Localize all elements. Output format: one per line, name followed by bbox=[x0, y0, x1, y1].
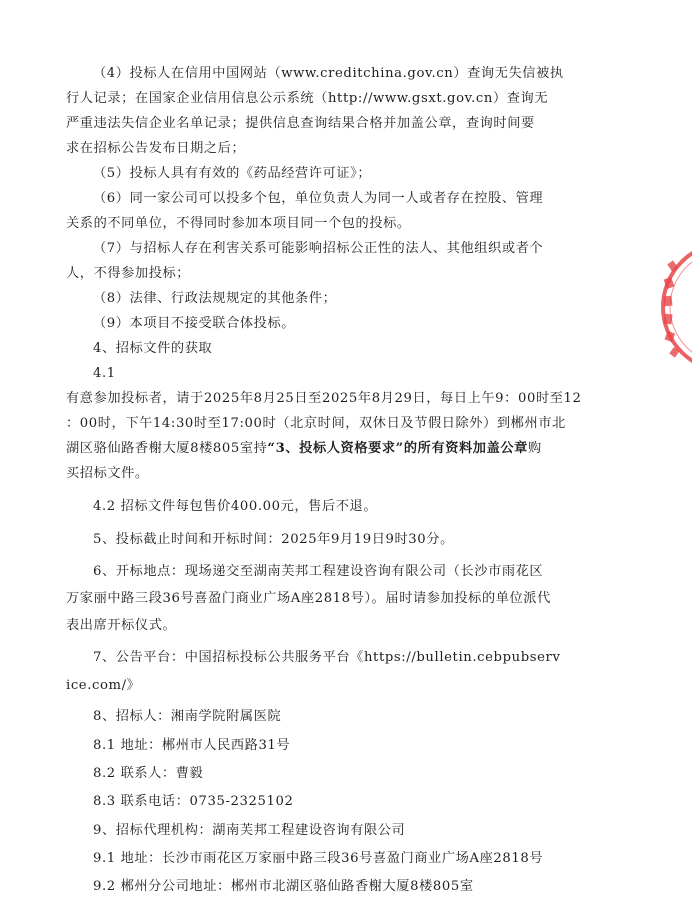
section-4-1-line-2: ：00时，下午14:30时至17:00时（北京时间，双休日及节假日除外）到郴州市北 bbox=[66, 416, 566, 431]
section-4-2: 4.2 招标文件每包售价400.00元，售后不退。 bbox=[93, 499, 378, 514]
paragraph-5: （5）投标人具有有效的《药品经营许可证》； bbox=[93, 166, 372, 181]
paragraph-4-line-3: 严重违法失信企业名单记录；提供信息查询结果合格并加盖公章，查询时间要 bbox=[66, 116, 535, 131]
paragraph-8: （8）法律、行政法规规定的其他条件； bbox=[93, 291, 337, 306]
section-8-2: 8.2 联系人：曹毅 bbox=[93, 766, 204, 781]
paragraph-7-line-2: 人，不得参加投标； bbox=[66, 266, 191, 281]
paragraph-9: （9）本项目不接受联合体投标。 bbox=[93, 316, 296, 331]
section-8-1: 8.1 地址：郴州市人民西路31号 bbox=[93, 738, 291, 753]
section-9: 9、招标代理机构：湖南芙邦工程建设咨询有限公司 bbox=[93, 823, 406, 838]
paragraph-6-line-1: （6）同一家公司可以投多个包，单位负责人为同一人或者存在控股、管理 bbox=[93, 191, 544, 206]
paragraph-7-line-1: （7）与招标人存在利害关系可能影响招标公正性的法人、其他组织或者个 bbox=[93, 241, 544, 256]
paragraph-4-line-2: 行人记录；在国家企业信用信息公示系统（http://www.gsxt.gov.cn）查询无 bbox=[66, 91, 549, 106]
section-8-3: 8.3 联系电话：0735-2325102 bbox=[93, 794, 294, 809]
section-4-1-number: 4.1 bbox=[93, 366, 116, 381]
section-4-1-line-3-end: 购 bbox=[527, 441, 542, 456]
paragraph-4-line-4: 求在招标公告发布日期之后； bbox=[66, 141, 246, 156]
section-4-1-line-3 bbox=[66, 436, 586, 461]
section-6-line-2: 万家丽中路三段36号喜盈门商业广场A座2818号）。届时请参加投标的单位派代 bbox=[66, 591, 551, 606]
paragraph-6-line-2: 关系的不同单位，不得同时参加本项目同一个包的投标。 bbox=[66, 216, 411, 231]
section-9-2: 9.2 郴州分公司地址：郴州市北湖区骆仙路香榭大厦8楼805室 bbox=[93, 879, 474, 894]
paragraph-4-line-1: （4）投标人在信用中国网站（www.creditchina.gov.cn）查询无失信被执 bbox=[93, 66, 564, 81]
section-8: 8、招标人：湘南学院附属医院 bbox=[93, 709, 282, 724]
section-6-line-3: 表出席开标仪式。 bbox=[66, 618, 177, 633]
bold-requirement-text: “3、投标人资格要求”的所有资料加盖公章 bbox=[267, 441, 528, 456]
section-4-1-line-3-text: 湖区骆仙路香榭大厦8楼805室持 bbox=[66, 441, 268, 456]
section-4-1-line-1: 有意参加投标者，请于2025年8月25日至2025年8月29日，每日上午9：00时至12 bbox=[66, 391, 582, 406]
section-5: 5、投标截止时间和开标时间：2025年9月19日9时30分。 bbox=[93, 532, 454, 547]
section-7-line-1: 7、公告平台：中国招标投标公共服务平台《https://bulletin.cebpubserv bbox=[93, 650, 561, 665]
section-4-heading: 4、招标文件的获取 bbox=[93, 341, 213, 356]
section-4-1-line-4: 买招标文件。 bbox=[66, 466, 149, 481]
section-6-line-1: 6、开标地点：现场递交至湖南芙邦工程建设咨询有限公司（长沙市雨花区 bbox=[93, 564, 544, 579]
section-7-line-2: ice.com/》 bbox=[66, 678, 141, 693]
section-9-1: 9.1 地址：长沙市雨花区万家丽中路三段36号喜盈门商业广场A座2818号 bbox=[93, 851, 544, 866]
official-seal-icon bbox=[655, 232, 692, 382]
